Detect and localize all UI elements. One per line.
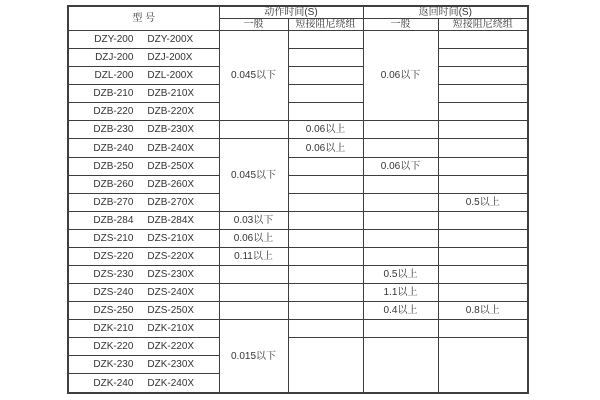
model-name: DZS-210: [93, 232, 134, 244]
cell-action-damping-row13: [288, 247, 363, 265]
table-row-dzs-240: [68, 284, 528, 302]
cell-action-damping-row5: [288, 103, 363, 121]
cell-return-general-row1: 0.06以下: [363, 31, 438, 121]
cell-return-damping-row12: [438, 229, 528, 247]
model-cell-dzb-210: [68, 85, 219, 103]
model-name-x: DZS-240X: [147, 287, 195, 299]
model-name-x: DZK-230X: [147, 359, 195, 371]
model-name: DZB-220: [93, 106, 134, 118]
cell-action-general-row1: 0.045以下: [219, 31, 288, 121]
cell-action-damping-row17: [288, 320, 363, 338]
model-cell-dzk-240: [68, 374, 219, 393]
cell-return-damping-row16: 0.8以上: [438, 302, 528, 320]
cell-action-general-row17: 0.015以下: [219, 320, 288, 393]
table-row-dzs-210: [68, 229, 528, 247]
model-cell-dzk-230: [68, 356, 219, 374]
cell-action-damping-row7: 0.06以上: [288, 139, 363, 157]
cell-return-damping-row4: [438, 85, 528, 103]
model-name-x: DZB-284X: [147, 214, 195, 226]
cell-return-damping-row3: [438, 67, 528, 85]
model-name-x: DZK-220X: [147, 341, 195, 353]
cell-action-damping-row8: [288, 157, 363, 175]
model-cell-dzj-200: [68, 49, 219, 67]
cell-return-damping-row10: 0.5以上: [438, 193, 528, 211]
model-name: DZB-270: [93, 196, 134, 208]
model-name: DZS-220: [93, 250, 134, 262]
model-name-x: DZJ-200X: [147, 52, 193, 64]
model-name: DZB-250: [93, 160, 134, 172]
model-cell-dzb-220: [68, 103, 219, 121]
table-row-dzb-284: [68, 211, 528, 229]
model-name: DZK-210: [93, 323, 134, 335]
table-row-dzb-220: [68, 103, 528, 121]
cell-action-general-row11: 0.03以下: [219, 211, 288, 229]
header-action-time: 动作时间(S): [219, 6, 363, 19]
cell-return-general-row17: [363, 320, 438, 338]
model-name: DZK-220: [93, 341, 134, 353]
model-cell-dzs-250: [68, 302, 219, 320]
cell-action-damping-row14: [288, 266, 363, 284]
model-name-x: DZB-240X: [147, 142, 195, 154]
cell-action-general-row6: [219, 121, 288, 139]
model-name-x: DZS-220X: [147, 250, 195, 262]
cell-action-general-row15: [219, 284, 288, 302]
model-name: DZL-200: [94, 70, 134, 82]
cell-action-damping-row18: [288, 338, 363, 393]
cell-return-general-row18: [363, 338, 438, 393]
cell-action-damping-row10: [288, 193, 363, 211]
table-row-dzs-220: [68, 247, 528, 265]
cell-return-general-row8: 0.06以下: [363, 157, 438, 175]
model-cell-dzs-240: [68, 284, 219, 302]
header-row-1: [68, 6, 528, 19]
relay-spec-table-container: [67, 5, 529, 394]
model-name-x: DZB-220X: [147, 106, 195, 118]
model-name: DZB-210: [93, 88, 134, 100]
model-name: DZB-230: [93, 124, 134, 136]
header-return-general: 一般: [363, 19, 438, 31]
cell-return-general-row6: [363, 121, 438, 139]
model-name: DZS-230: [93, 269, 134, 281]
cell-return-general-row15: 1.1以上: [363, 284, 438, 302]
model-cell-dzs-220: [68, 247, 219, 265]
table-row-dzl-200: [68, 67, 528, 85]
model-cell-dzb-270: [68, 193, 219, 211]
table-row-dzy-200: [68, 31, 528, 49]
header-return-time: 返回时间(S): [363, 6, 528, 19]
cell-return-general-row9: [363, 175, 438, 193]
header-action-damping: 短接阻尼绕组: [288, 19, 363, 31]
cell-return-general-row10: [363, 193, 438, 211]
cell-action-damping-row12: [288, 229, 363, 247]
table-row-dzb-210: [68, 85, 528, 103]
model-name: DZB-240: [93, 142, 134, 154]
table-row-dzk-210: [68, 320, 528, 338]
model-name-x: DZK-210X: [147, 323, 195, 335]
model-name-x: DZS-250X: [147, 305, 195, 317]
table-row-dzk-220: [68, 338, 528, 356]
model-name: DZK-230: [93, 359, 134, 371]
cell-return-damping-row1: [438, 31, 528, 49]
model-name: DZS-240: [93, 287, 134, 299]
cell-return-damping-row5: [438, 103, 528, 121]
model-cell-dzl-200: [68, 67, 219, 85]
model-cell-dzk-220: [68, 338, 219, 356]
cell-action-damping-row1: [288, 31, 363, 49]
header-action-general: 一般: [219, 19, 288, 31]
model-name-x: DZK-240X: [147, 377, 195, 389]
cell-action-damping-row11: [288, 211, 363, 229]
cell-return-damping-row17: [438, 320, 528, 338]
table-row-dzb-250: [68, 157, 528, 175]
model-name-x: DZB-230X: [147, 124, 195, 136]
cell-action-general-row13: 0.11以上: [219, 247, 288, 265]
cell-action-damping-row16: [288, 302, 363, 320]
cell-return-damping-row11: [438, 211, 528, 229]
model-name-x: DZB-210X: [147, 88, 195, 100]
cell-return-general-row7: [363, 139, 438, 157]
model-name: DZJ-200: [95, 52, 134, 64]
header-model: 型 号: [68, 6, 219, 31]
model-cell-dzb-240: [68, 139, 219, 157]
model-name: DZK-240: [93, 377, 134, 389]
cell-return-damping-row15: [438, 284, 528, 302]
cell-return-general-row16: 0.4以上: [363, 302, 438, 320]
model-name: DZS-250: [93, 305, 134, 317]
model-name-x: DZS-230X: [147, 269, 195, 281]
model-cell-dzk-210: [68, 320, 219, 338]
model-name: DZB-284: [93, 214, 134, 226]
cell-return-damping-row18: [438, 338, 528, 393]
cell-return-damping-row13: [438, 247, 528, 265]
table-row-dzb-270: [68, 193, 528, 211]
cell-return-general-row11: [363, 211, 438, 229]
cell-return-damping-row7: [438, 139, 528, 157]
model-name-x: DZY-200X: [147, 34, 194, 46]
cell-action-general-row16: [219, 302, 288, 320]
model-name-x: DZB-260X: [147, 178, 195, 190]
table-row-dzj-200: [68, 49, 528, 67]
cell-action-damping-row15: [288, 284, 363, 302]
model-cell-dzs-210: [68, 229, 219, 247]
cell-return-general-row13: [363, 247, 438, 265]
cell-action-general-row7: 0.045以下: [219, 139, 288, 211]
cell-action-damping-row6: 0.06以上: [288, 121, 363, 139]
cell-action-damping-row4: [288, 85, 363, 103]
table-row-dzs-230: [68, 266, 528, 284]
table-row-dzb-260: [68, 175, 528, 193]
table-row-dzb-230: [68, 121, 528, 139]
model-name: DZY-200: [94, 34, 134, 46]
model-cell-dzb-250: [68, 157, 219, 175]
model-cell-dzb-260: [68, 175, 219, 193]
model-cell-dzb-230: [68, 121, 219, 139]
relay-spec-table: [67, 5, 529, 394]
cell-return-damping-row6: [438, 121, 528, 139]
cell-return-general-row14: 0.5以上: [363, 266, 438, 284]
cell-action-general-row14: [219, 266, 288, 284]
model-name-x: DZL-200X: [147, 70, 193, 82]
model-name-x: DZB-250X: [147, 160, 195, 172]
cell-return-damping-row9: [438, 175, 528, 193]
cell-action-general-row12: 0.06以上: [219, 229, 288, 247]
header-return-damping: 短接阻尼绕组: [438, 19, 528, 31]
cell-return-damping-row8: [438, 157, 528, 175]
cell-return-damping-row14: [438, 266, 528, 284]
cell-return-general-row12: [363, 229, 438, 247]
table-row-dzb-240: [68, 139, 528, 157]
model-cell-dzb-284: [68, 211, 219, 229]
model-cell-dzs-230: [68, 266, 219, 284]
cell-action-damping-row3: [288, 67, 363, 85]
cell-return-damping-row2: [438, 49, 528, 67]
model-cell-dzy-200: [68, 31, 219, 49]
model-name: DZB-260: [93, 178, 134, 190]
cell-action-damping-row2: [288, 49, 363, 67]
model-name-x: DZB-270X: [147, 196, 195, 208]
cell-action-damping-row9: [288, 175, 363, 193]
model-name-x: DZS-210X: [147, 232, 195, 244]
table-row-dzs-250: [68, 302, 528, 320]
